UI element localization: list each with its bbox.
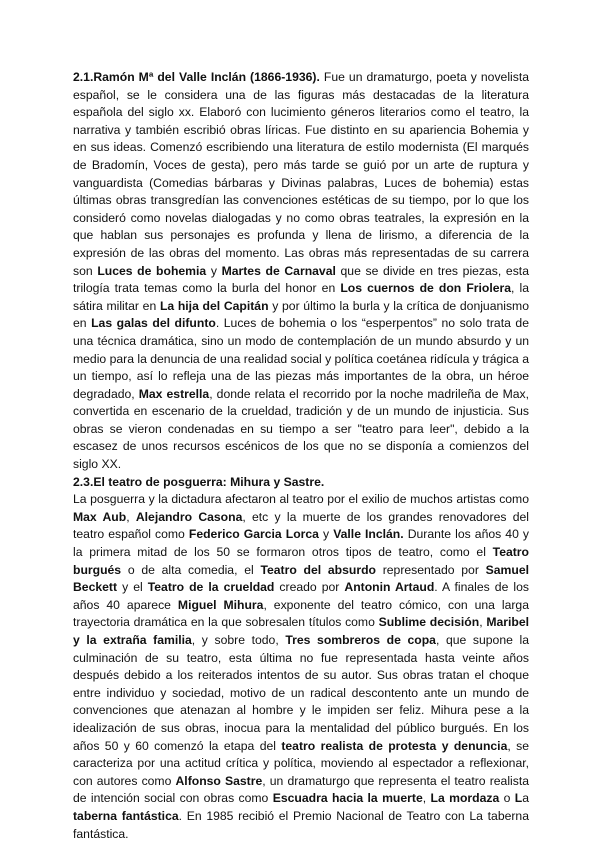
section-posguerra-body — [73, 491, 529, 843]
text-run: , donde relata el recorrido por la noche madrileña de Max, convertida en escenario de la crueldad, tradición y de un mundo de injusticia. Sus obras se vieron condenadas en su tiempo a ser "teatro para leer", debido a la escasez de unos recursos escénicos de los que no se disponía a comienzos del siglo XX. — [73, 386, 530, 472]
bold-text: Alejandro Casona — [135, 509, 243, 524]
bold-text: Max estrella — [138, 386, 210, 401]
bold-text: Teatro burgués — [73, 545, 529, 577]
text-run: , exponente del teatro cómico, con una larga trayectoria dramática en la que sobresalen títulos como — [73, 597, 529, 630]
text-run: Fue un dramaturgo, poeta y novelista español, se le considera una de las figuras más destacadas de la literatura española del siglo xx. Elaboró con lucimiento géneros literarios como el teatro, la narrativa y también escribió obras líricas. Fue distinto en su apariencia Bohemia y en sus ideas. Comenzó escribiendo una literatura de estilo modernista (El marqués de Bradomín, Voces de gesta), pero más tarde se guió por un arte de ruptura y vanguardista (Comedias bárbaras y Divinas palabras, Luces de bohemia) estas últimas obras transgredían las convenciones estéticas de su tiempo, por lo que los consideró como novelas dialogadas y no como obras teatrales, la expresión en la que hablan sus personajes es profunda y llena de lirismo, a diferencia de la expresión de las obras del momento. Las obras más representadas de su carrera son — [73, 70, 530, 278]
text-run: , se caracteriza por una actitud crítica y política, moviendo al espectador a reflexionar, con autores como — [73, 738, 529, 788]
text-run: , un dramaturgo que representa el teatro realista de intención social con obras como — [73, 773, 529, 806]
text-run: o — [499, 791, 515, 806]
text-run: a — [522, 791, 530, 806]
document-page — [73, 69, 529, 843]
bold-text: Luces de bohemia — [97, 263, 207, 278]
section-heading — [73, 474, 529, 492]
text-run: y — [318, 527, 334, 542]
text-run: . A finales de los años 40 aparece — [73, 580, 529, 612]
text-run: o de alta comedia, el — [121, 562, 261, 577]
text-run: . Luces de bohemia o los “esperpentos” no solo trata de una técnica dramática, sino un modo de contemplación de un mundo absurdo y un medio para la denuncia de una realidad social y política coetánea ridícula y trágica a un tiempo, así lo refleja una de las piezas más importantes de la obra, un héroe degradado, — [73, 316, 529, 401]
text-run: , — [126, 509, 136, 524]
text-run: creado por — [274, 580, 345, 595]
bold-text: Max Aub — [73, 509, 127, 524]
text-run: , etc y la muerte de los grandes renovadores del teatro español como — [73, 509, 529, 542]
text-run: y por último la burla y la crítica de donjuanismo en — [73, 298, 529, 331]
bold-text: Antonin Artaud — [344, 580, 435, 595]
section-valle-inclan — [73, 69, 529, 474]
bold-text: Los cuernos de don Friolera — [340, 281, 512, 296]
bold-text: La hija del Capitán — [159, 298, 269, 313]
text-run: , que supone la culminación de su teatro, esta última no fue representada hasta veinte años después debido a los reiterados intentos de su autor. Sus obras tratan el choque entre individuo y sociedad, motivo de un radical descontento ante un mundo de convenciones que atenazan al hombre y le impiden ser feliz. Mihura pese a la idealización de sus obras, inocua para la mentalidad del público burgués. En los años 50 y 60 comenzó la etapa del — [73, 633, 529, 753]
section-heading: 2.1.Ramón Mª del Valle Inclán (1866-1936). — [73, 70, 320, 84]
bold-text: Teatro del absurdo — [260, 562, 376, 577]
text-run: que se divide en tres piezas, esta trilogía trata temas como la burla del honor en — [73, 263, 529, 296]
bold-text: Alfonso Sastre — [175, 773, 263, 788]
text-run: , — [422, 791, 431, 806]
section-body — [73, 70, 529, 471]
bold-text: Miguel Mihura — [177, 597, 264, 612]
section-heading-text: 2.3.El teatro de posguerra: Mihura y Sastre. — [73, 474, 325, 489]
text-run: representado por — [375, 562, 486, 577]
text-run: La posguerra y la dictadura afectaron al teatro por el exilio de muchos artistas como — [73, 492, 529, 507]
text-run: Durante los años 40 y la primera mitad de los 50 se formaron otros tipos de teatro, como el — [73, 527, 530, 560]
bold-text: Las galas del difunto — [91, 316, 216, 331]
bold-text: L — [514, 791, 523, 806]
bold-text: La mordaza — [430, 791, 500, 806]
text-run: , la sátira militar en — [73, 281, 529, 313]
text-run: . En 1985 recibió el Premio Nacional de Teatro con La taberna fantástica. — [73, 808, 529, 841]
bold-text: teatro realista de protesta y denuncia — [281, 738, 508, 753]
bold-text: Sublime decisión — [378, 615, 480, 630]
bold-text: Valle Inclán. — [333, 527, 404, 542]
bold-text: Tres sombreros de copa — [285, 633, 436, 647]
bold-text: Federico Garcia Lorca — [188, 527, 319, 542]
bold-text: Martes de Carnaval — [221, 263, 336, 278]
bold-text: Teatro de la crueldad — [147, 580, 275, 595]
bold-text: Escuadra hacia la muerte — [272, 791, 423, 806]
bold-text: taberna fantástica — [73, 808, 179, 823]
text-run: , — [479, 615, 487, 630]
bold-text: Samuel Beckett — [73, 562, 529, 595]
bold-text: Maribel y la extraña familia — [73, 615, 529, 647]
text-run: y — [206, 263, 222, 278]
text-run: y el — [117, 580, 148, 595]
text-run: , y sobre todo, — [191, 633, 286, 647]
